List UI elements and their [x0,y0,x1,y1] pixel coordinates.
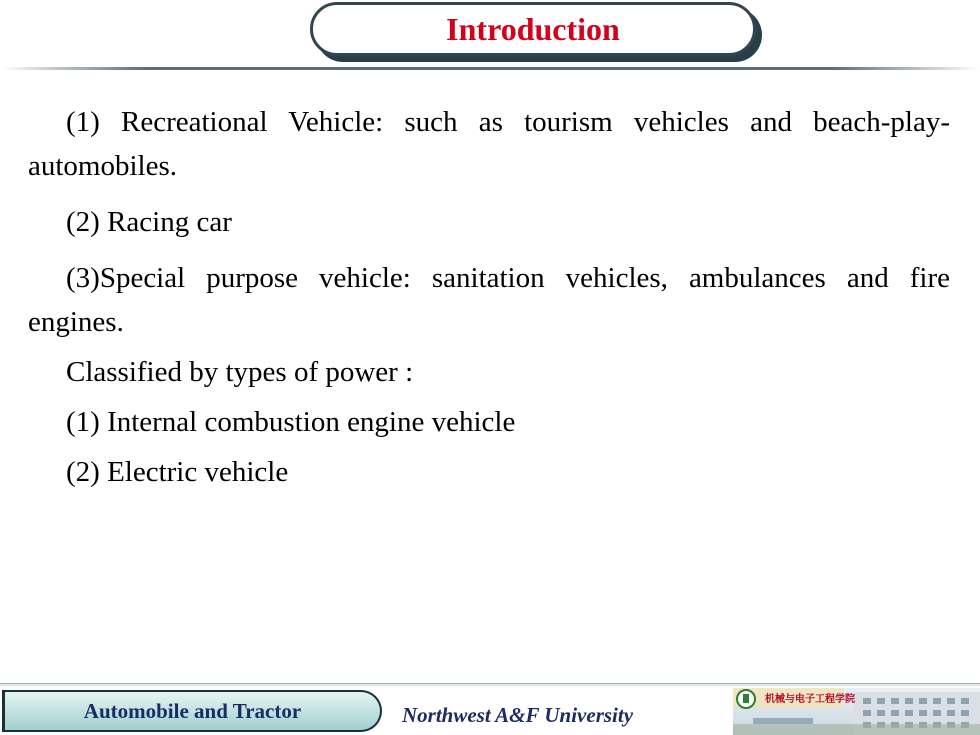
body-paragraph: Classified by types of power : [66,356,414,388]
page-title: Introduction [446,10,620,47]
body-paragraph: (1) Internal combustion engine vehicle [66,406,516,438]
body-paragraph: (3)Special purpose vehicle: sanitation vehicles, ambulances and fire engines. [28,262,950,338]
body-paragraph: (2) Racing car [66,206,232,238]
body-paragraph: (2) Electric vehicle [66,456,289,488]
footer-course-title: Automobile and Tractor [83,698,302,723]
footer-university: Northwest A&F University [402,703,634,727]
footer-course-pill [2,690,382,732]
campus-photo [733,688,980,735]
footer-course-badge [2,690,384,732]
title-divider [0,66,980,72]
title-banner-face [310,2,756,56]
title-banner [310,2,762,62]
body-paragraph: (1) Recreational Vehicle: such as tourism vehicles and beach-play-automobiles. [28,106,950,182]
slide-body [28,100,950,494]
campus-photo-caption: 机械与电子工程学院 [765,694,855,705]
